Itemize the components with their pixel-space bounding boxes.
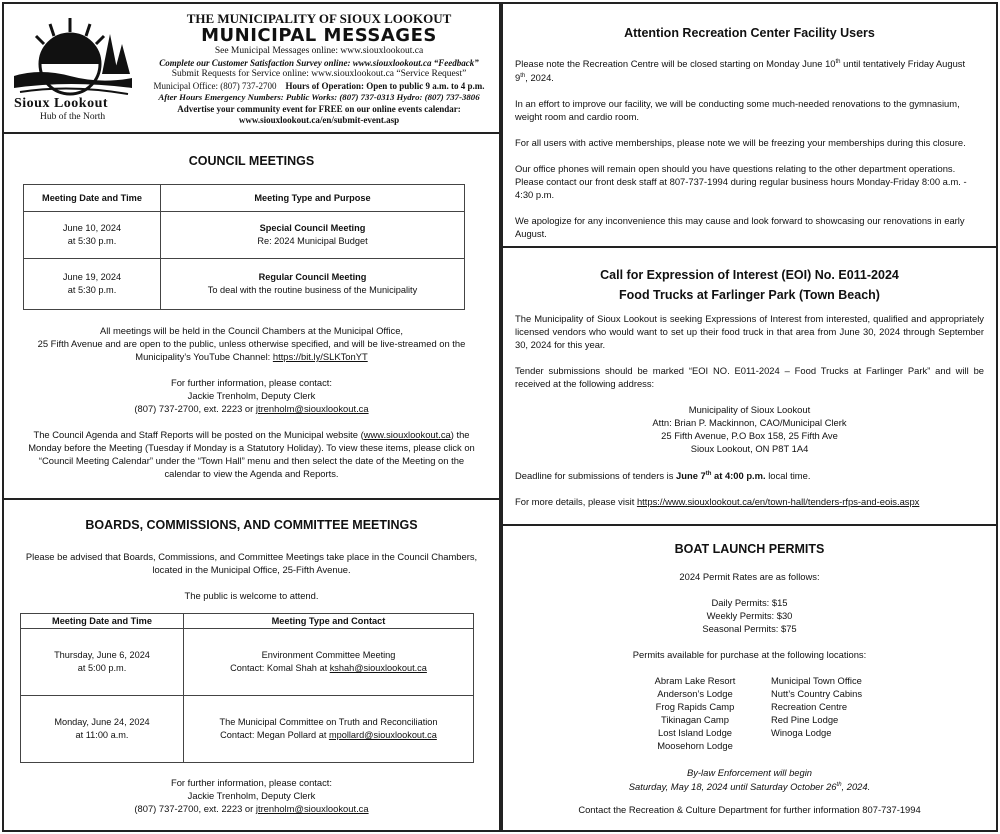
logo-tagline: Hub of the North bbox=[40, 112, 106, 122]
boards-note: Please be advised that Boards, Commissions, and Committee Meetings take place in the Council Chambers, bbox=[25, 551, 478, 562]
deadline-end: local time. bbox=[768, 470, 811, 482]
column-header: Meeting Type and Purpose bbox=[161, 185, 465, 212]
deadline-date: June 7 bbox=[676, 470, 706, 482]
contact-email-link[interactable]: mpollard@siouxlookout.ca bbox=[328, 730, 437, 740]
eoi-title: Call for Expression of Interest (EOI) No. E011-2024 bbox=[600, 268, 899, 282]
list-item: Winoga Lodge bbox=[771, 727, 832, 738]
council-meetings-table bbox=[23, 184, 465, 310]
office-phone: Municipal Office: (807) 737-2700 bbox=[153, 80, 277, 91]
contact-label: Contact: Komal Shah at bbox=[230, 663, 328, 673]
ordinal-suffix: th bbox=[836, 782, 842, 788]
closure-year: , 2024. bbox=[525, 72, 554, 84]
table-row bbox=[24, 259, 465, 310]
agenda-note-3: “Council Meeting Calendar” under the “Town Hall” menu and then select the date of the Meeting on the bbox=[38, 455, 465, 466]
section-title: BOAT LAUNCH PERMITS bbox=[674, 542, 825, 556]
contact-email-link[interactable]: kshah@siouxlookout.ca bbox=[329, 663, 427, 673]
contact-email-link[interactable]: jtrenholm@siouxlookout.ca bbox=[255, 803, 369, 814]
seasonal-rate: Seasonal Permits: $75 bbox=[702, 623, 797, 634]
boat-launch-permits-section bbox=[501, 524, 998, 832]
contact-name: Jackie Trenholm, Deputy Clerk bbox=[187, 390, 316, 401]
events-calendar-line: Advertise your community event for FREE on our online events calendar: bbox=[177, 103, 461, 114]
agenda-note-2: Monday before the Meeting (Tuesday if Monday is a Statutory Holiday). To view these items, please click on bbox=[28, 442, 475, 453]
enforcement-dates: Saturday, May 18, 2024 until Saturday October 26 bbox=[628, 781, 837, 793]
list-item: Frog Rapids Camp bbox=[655, 701, 735, 712]
public-note: 25 Fifth Avenue and are open to the public, unless otherwise specified, and will be live-streamed on the bbox=[37, 338, 466, 349]
section-title: COUNCIL MEETINGS bbox=[188, 154, 315, 168]
locations-list-right bbox=[771, 674, 901, 739]
phone-note: Our office phones will remain open should you have questions relating to the other department operations. Please contact our front desk staff at 807-737-1994 during regular business hours Monday-Friday 8:00 a.m. - 4:30 p.m. bbox=[515, 163, 967, 201]
enforcement-year: , 2024. bbox=[841, 781, 871, 793]
column-header: Meeting Date and Time bbox=[24, 185, 161, 212]
address-line: 25 Fifth Avenue, P.O Box 158, 25 Fifth Ave bbox=[661, 430, 838, 441]
youtube-link[interactable]: https://bit.ly/SLKTonYT bbox=[272, 351, 368, 362]
table-row bbox=[21, 696, 474, 763]
agenda-note-end: ) the bbox=[450, 429, 470, 440]
municipality-name: THE MUNICIPALITY OF SIOUX LOOKOUT bbox=[186, 11, 452, 26]
meeting-type: The Municipal Committee on Truth and Reconciliation bbox=[219, 717, 438, 727]
meeting-date: Thursday, June 6, 2024 bbox=[54, 650, 150, 660]
table-row bbox=[21, 629, 474, 696]
list-item: Tikinagan Camp bbox=[661, 714, 729, 725]
table-row bbox=[24, 212, 465, 259]
section-title: BOARDS, COMMISSIONS, AND COMMITTEE MEETINGS bbox=[85, 518, 418, 532]
recreation-closure-section bbox=[501, 2, 998, 248]
meeting-time: at 5:30 p.m. bbox=[67, 236, 117, 246]
council-meetings-section bbox=[2, 132, 501, 500]
meeting-time: at 11:00 a.m. bbox=[75, 730, 129, 740]
locations-list-left bbox=[635, 674, 755, 752]
events-calendar-url[interactable]: www.siouxlookout.ca/en/submit-event.asp bbox=[238, 115, 400, 125]
closure-note-2: until tentatively Friday August bbox=[843, 58, 966, 70]
list-item: Red Pine Lodge bbox=[771, 714, 839, 725]
section-title: Attention Recreation Center Facility Users bbox=[624, 26, 875, 40]
tender-note: Tender submissions should be marked “EOI NO. E011-2024 – Food Trucks at Farlinger Park” and will be received at the following address: bbox=[515, 365, 984, 389]
eoi-food-trucks-section bbox=[501, 246, 998, 526]
list-item: Moosehorn Lodge bbox=[657, 740, 733, 751]
column-header: Meeting Date and Time bbox=[21, 614, 184, 629]
contact-intro: For further information, please contact: bbox=[170, 777, 332, 788]
eoi-description: The Municipality of Sioux Lookout is seeking Expressions of Interest from interested, qualified and appropriately licensed vendors who would want to set up their food truck in that area from June 30, 2024 through September 30, 2024 for this year. bbox=[515, 313, 984, 350]
contact-phone: (807) 737-2700, ext. 2223 or bbox=[134, 403, 254, 414]
youtube-label: Municipality’s YouTube Channel: bbox=[135, 351, 271, 362]
membership-note: For all users with active memberships, please note we will be freezing your memberships during this closure. bbox=[515, 137, 966, 149]
emergency-numbers: After Hours Emergency Numbers: Public Works: (807) 737-0313 Hydro: (807) 737-3806 bbox=[158, 92, 480, 102]
address-line: Municipality of Sioux Lookout bbox=[688, 404, 811, 415]
address-line: Sioux Lookout, ON P8T 1A4 bbox=[690, 443, 809, 454]
contact-name: Jackie Trenholm, Deputy Clerk bbox=[187, 790, 316, 801]
meeting-type: Environment Committee Meeting bbox=[261, 650, 396, 660]
meeting-date: Monday, June 24, 2024 bbox=[54, 717, 150, 727]
sunrise-pines-icon bbox=[10, 14, 136, 104]
ordinal-suffix: th bbox=[705, 471, 712, 477]
online-messages-line: See Municipal Messages online: www.siouxlookout.ca bbox=[214, 46, 424, 56]
contact-phone: (807) 737-2700, ext. 2223 or bbox=[134, 803, 254, 814]
column-header: Meeting Type and Contact bbox=[184, 614, 474, 629]
rates-intro: 2024 Permit Rates are as follows: bbox=[679, 571, 820, 582]
list-item: Municipal Town Office bbox=[771, 675, 862, 686]
more-details-label: For more details, please visit bbox=[515, 496, 635, 508]
apology-note: We apologize for any inconvenience this may cause and look forward to showcasing our renovations in early August. bbox=[515, 215, 965, 240]
closure-day: 9 bbox=[515, 72, 521, 84]
contact-label: Contact: Megan Pollard at bbox=[220, 730, 327, 740]
meeting-purpose: To deal with the routine business of the Municipality bbox=[207, 285, 418, 295]
enforcement-note: By-law Enforcement will begin bbox=[686, 767, 813, 778]
agenda-note: The Council Agenda and Staff Reports will be posted on the Municipal website ( bbox=[33, 429, 364, 440]
meeting-type: Special Council Meeting bbox=[259, 223, 366, 233]
logo-name: Sioux Lookout bbox=[14, 96, 109, 111]
ordinal-suffix: th bbox=[835, 59, 841, 65]
contact-line: Contact the Recreation & Culture Department for further information 807-737-1994 bbox=[578, 804, 921, 815]
eoi-subtitle: Food Trucks at Farlinger Park (Town Beach) bbox=[619, 288, 880, 302]
deadline-time: at 4:00 p.m. bbox=[714, 470, 766, 482]
list-item: Anderson’s Lodge bbox=[657, 688, 733, 699]
tenders-link[interactable]: https://www.siouxlookout.ca/en/town-hall/tenders-rfps-and-eois.aspx bbox=[636, 496, 920, 508]
meeting-purpose: Re: 2024 Municipal Budget bbox=[257, 236, 368, 246]
daily-rate: Daily Permits: $15 bbox=[711, 597, 788, 608]
meeting-type: Regular Council Meeting bbox=[258, 272, 367, 282]
agenda-note-4: calendar to view the Agenda and Reports. bbox=[164, 468, 339, 479]
office-hours: Hours of Operation: Open to public 9 a.m. to 4 p.m. bbox=[285, 80, 485, 91]
locations-intro: Permits available for purchase at the following locations: bbox=[632, 649, 867, 660]
masthead bbox=[2, 2, 501, 134]
boards-note-2: located in the Municipal Office, 25-Fifth Avenue. bbox=[152, 564, 351, 575]
public-welcome: The public is welcome to attend. bbox=[184, 590, 319, 601]
meeting-date: June 10, 2024 bbox=[62, 223, 122, 233]
committee-meetings-table bbox=[20, 613, 474, 763]
list-item: Recreation Centre bbox=[771, 701, 848, 712]
contact-email-link[interactable]: jtrenholm@siouxlookout.ca bbox=[255, 403, 369, 414]
boards-committees-section bbox=[2, 498, 501, 832]
renovation-note: In an effort to improve our facility, we will be conducting some much-needed renovations to the gymnasium, weight room and cardio room. bbox=[515, 98, 960, 123]
contact-intro: For further information, please contact: bbox=[170, 377, 332, 388]
service-request-line: Submit Requests for Service online: www.siouxlookout.ca “Service Request” bbox=[171, 69, 467, 79]
newsletter-title: MUNICIPAL MESSAGES bbox=[201, 25, 437, 46]
deadline-label: Deadline for submissions of tenders is bbox=[515, 470, 674, 482]
website-link[interactable]: www.siouxlookout.ca bbox=[363, 429, 451, 440]
meeting-time: at 5:00 p.m. bbox=[77, 663, 127, 673]
list-item: Abram Lake Resort bbox=[654, 675, 736, 686]
meeting-date: June 19, 2024 bbox=[62, 272, 122, 282]
list-item: Nutt’s Country Cabins bbox=[771, 688, 863, 699]
closure-note: Please note the Recreation Centre will be closed starting on Monday June 10 bbox=[515, 58, 836, 70]
location-note: All meetings will be held in the Council Chambers at the Municipal Office, bbox=[99, 325, 404, 336]
meeting-time: at 5:30 p.m. bbox=[67, 285, 117, 295]
ordinal-suffix: th bbox=[520, 73, 526, 80]
survey-line: Complete our Customer Satisfaction Survey online: www.siouxlookout.ca “Feedback” bbox=[159, 57, 479, 68]
address-line: Attn: Brian P. Mackinnon, CAO/Municipal Clerk bbox=[652, 417, 847, 428]
list-item: Lost Island Lodge bbox=[657, 727, 733, 738]
weekly-rate: Weekly Permits: $30 bbox=[706, 610, 793, 621]
municipal-logo bbox=[10, 14, 136, 126]
